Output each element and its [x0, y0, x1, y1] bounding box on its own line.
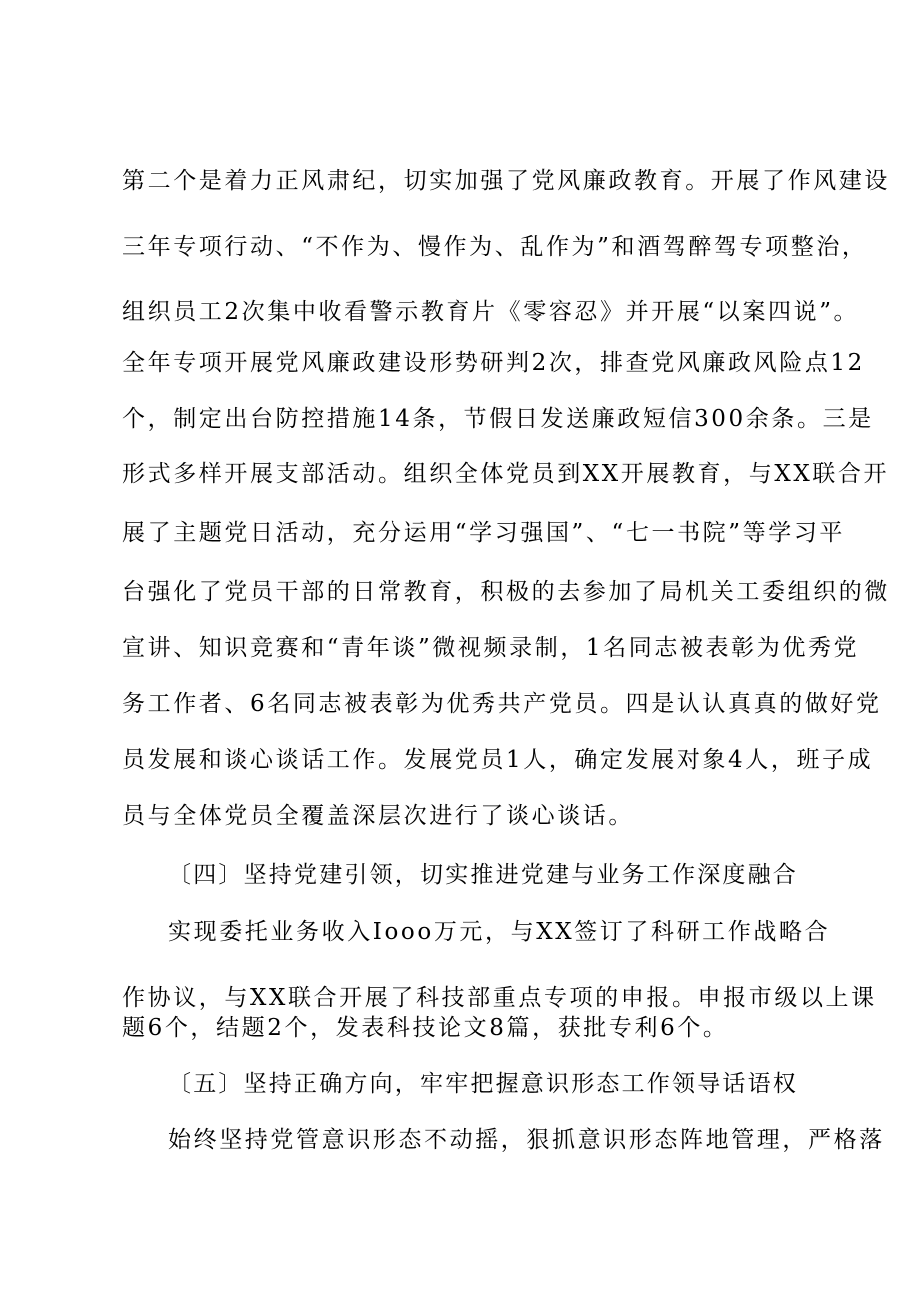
text-line: 三年专项行动、“不作为、慢作为、乱作为”和酒驾醉驾专项整治，: [122, 234, 868, 260]
text-line: 员与全体党员全覆盖深层次进行了谈心谈话。: [122, 803, 634, 829]
text-line: 题6个，结题2个，发表科技论文8篇，获批专利6个。: [122, 1015, 729, 1041]
text-line: 第二个是着力正风肃纪，切实加强了党风廉政教育。开展了作风建设: [122, 168, 890, 194]
text-line: 作协议，与XX联合开展了科技部重点专项的申报。申报市级以上课: [122, 985, 877, 1011]
text-line: 台强化了党员干部的日常教育，积极的去参加了局机关工委组织的微: [122, 579, 890, 605]
text-line: 形式多样开展支部活动。组织全体党员到XX开展教育，与XX联合开: [122, 461, 890, 487]
text-line: 展了主题党日活动，充分运用“学习强国”、“七一书院”等学习平: [122, 520, 846, 546]
text-line: 实现委托业务收入Iooo万元，与XX签订了科研工作战略合: [168, 919, 831, 945]
text-line: 员发展和谈心谈话工作。发展党员1人，确定发展对象4人，班子成: [122, 747, 874, 773]
text-line: 始终坚持党管意识形态不动摇，狠抓意识形态阵地管理，严格落: [168, 1127, 885, 1153]
text-line: 组织员工2次集中收看警示教育片《零容忍》并开展“以案四说”。: [122, 299, 860, 325]
text-line: 全年专项开展党风廉政建设形势研判2次，排查党风廉政风险点12: [122, 350, 865, 376]
text-line: 务工作者、6名同志被表彰为优秀共产党员。四是认认真真的做好党: [122, 691, 882, 717]
text-line: 宣讲、知识竞赛和“青年谈”微视频录制，1名同志被表彰为优秀党: [122, 635, 860, 661]
section-heading-4: 〔四〕坚持党建引领，切实推进党建与业务工作深度融合: [168, 862, 798, 888]
section-heading-5: 〔五〕坚持正确方向，牢牢把握意识形态工作领导话语权: [168, 1071, 798, 1097]
text-line: 个，制定出台防控措施14条，节假日发送廉政短信300余条。三是: [122, 406, 874, 432]
